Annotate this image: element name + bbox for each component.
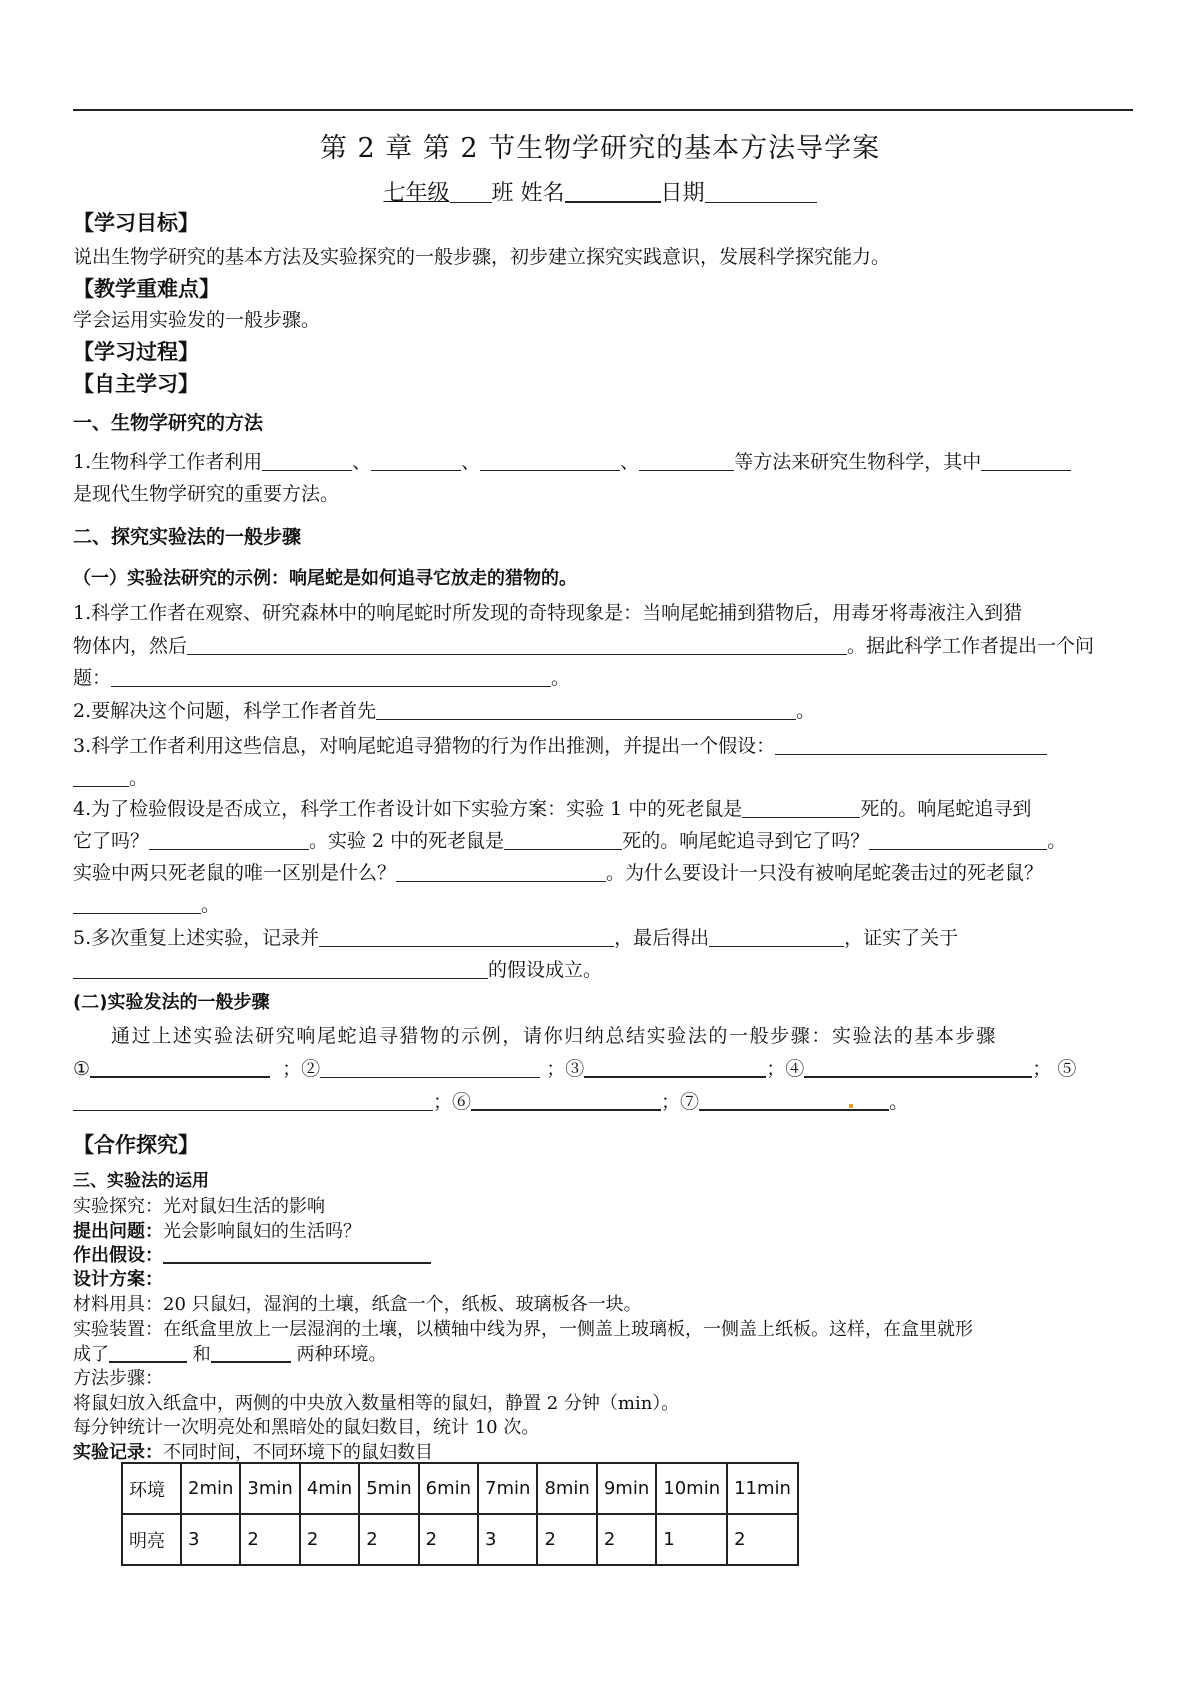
table-cell: 3 bbox=[181, 1514, 240, 1565]
exp-question-text: 光会影响鼠妇的生活吗？ bbox=[163, 1221, 361, 1242]
q5-line2 bbox=[73, 954, 1133, 986]
table-cell: 2 bbox=[240, 1514, 299, 1565]
s1-blank-1[interactable] bbox=[262, 450, 352, 471]
key-text: 学会运用实验发的一般步骤。 bbox=[73, 309, 321, 331]
grade-label: 七年级 bbox=[383, 181, 450, 206]
s2-sub1-heading: （一）实验法研究的示例：响尾蛇是如何追寻它放走的猎物的。 bbox=[73, 568, 577, 589]
s1-q1-text-c: 是现代生物学研究的重要方法。 bbox=[73, 483, 340, 505]
q5-text-c: ，证实了关于 bbox=[844, 927, 959, 949]
s1-q1-text-a: 1.生物科学工作者利用 bbox=[73, 451, 263, 473]
period: 。 bbox=[201, 894, 221, 916]
s2-sub2-heading: (二)实验发法的一般步骤 bbox=[73, 992, 270, 1013]
table-cell: 2 bbox=[300, 1514, 359, 1565]
exp-setup: 实验装置：在纸盒里放上一层湿润的土壤，以横轴中线为界，一侧盖上玻璃板，一侧盖上纸板。这样，在盒里就形 bbox=[73, 1319, 973, 1340]
exp-question-label: 提出问题： bbox=[73, 1221, 163, 1242]
q1-line1: 1.科学工作者在观察、研究森林中的响尾蛇时所发现的奇特现象是：当响尾蛇捕到猎物后，用毒牙将毒液注入到猎 bbox=[73, 602, 1023, 624]
q2-blank[interactable] bbox=[376, 699, 796, 720]
period: 。 bbox=[129, 767, 149, 789]
sep: ； bbox=[546, 1058, 566, 1080]
env-blank-1[interactable] bbox=[109, 1343, 187, 1363]
step3-blank[interactable] bbox=[584, 1056, 766, 1078]
exp-hypothesis bbox=[73, 1243, 1133, 1268]
table-header-cell: 4min bbox=[300, 1463, 359, 1514]
record-table bbox=[121, 1462, 799, 1566]
q4-blank-5[interactable] bbox=[396, 861, 606, 882]
table-cell: 2 bbox=[597, 1514, 656, 1565]
table-cell: 1 bbox=[656, 1514, 727, 1565]
s1-blank-2[interactable] bbox=[371, 450, 461, 471]
period: 。 bbox=[796, 700, 816, 722]
q3-blank-2[interactable] bbox=[73, 766, 129, 787]
exp-method-label: 方法步骤： bbox=[73, 1368, 163, 1389]
q4-blank-1[interactable] bbox=[742, 797, 860, 818]
table-header-cell: 5min bbox=[359, 1463, 418, 1514]
page-title: 第 2 章 第 2 节生物学研究的基本方法导学案 bbox=[319, 133, 881, 164]
q1-text-d: 题： bbox=[73, 667, 112, 689]
q4-line1 bbox=[73, 793, 1133, 825]
coop-heading: 【合作探究】 bbox=[73, 1133, 199, 1157]
mark-dot bbox=[849, 1104, 853, 1108]
q5-text-a: 5.多次重复上述实验，记录并 bbox=[73, 927, 320, 949]
q3-line2 bbox=[73, 762, 1133, 794]
s1-blank-5[interactable] bbox=[981, 450, 1071, 471]
q4-text-d: 。实验 2 中的死老鼠是 bbox=[309, 830, 505, 852]
step1-marker: ① bbox=[73, 1058, 91, 1080]
goal-text: 说出生物学研究的基本方法及实验探究的一般步骤，初步建立探究实践意识，发展科学探究能力。 bbox=[73, 246, 891, 268]
steps-intro: 通过上述实验法研究响尾蛇追寻猎物的示例，请你归纳总结实验法的一般步骤：实验法的基本步骤 bbox=[111, 1025, 997, 1047]
table-header-cell: 9min bbox=[597, 1463, 656, 1514]
exp-method-1: 将鼠妇放入纸盒中，两侧的中央放入数量相等的鼠妇，静置 2 分钟（min）。 bbox=[73, 1393, 680, 1414]
q4-blank-2[interactable] bbox=[149, 829, 309, 850]
q5-line1 bbox=[73, 922, 1133, 954]
q4-blank-4[interactable] bbox=[869, 829, 1047, 850]
step7-blank[interactable] bbox=[699, 1089, 889, 1111]
exp-text-a: 成了 bbox=[73, 1344, 109, 1365]
process-heading: 【学习过程】 bbox=[73, 340, 199, 364]
q2-text: 2.要解决这个问题，科学工作者首先 bbox=[73, 700, 377, 722]
q4-text-c: 它了吗？ bbox=[73, 830, 150, 852]
hypothesis-blank[interactable] bbox=[163, 1244, 431, 1264]
goal-heading: 【学习目标】 bbox=[73, 211, 199, 235]
step1-blank[interactable] bbox=[90, 1056, 270, 1078]
exp-design-label: 设计方案： bbox=[73, 1269, 163, 1290]
steps-line1 bbox=[73, 1053, 1133, 1085]
period: 。 bbox=[1047, 830, 1067, 852]
table-row bbox=[122, 1514, 798, 1565]
q4-line4 bbox=[73, 889, 1133, 921]
step6-marker: ⑥ bbox=[452, 1091, 472, 1113]
table-cell: 3 bbox=[478, 1514, 537, 1565]
exp-record-label: 实验记录： bbox=[73, 1442, 163, 1463]
step5-marker: ⑤ bbox=[1057, 1058, 1077, 1080]
q1-line3 bbox=[73, 662, 1133, 694]
q3-line1 bbox=[73, 730, 1133, 762]
s1-blank-4[interactable] bbox=[639, 450, 734, 471]
q4-line3 bbox=[73, 857, 1133, 889]
q1-text-c: 。据此科学工作者提出一个问 bbox=[847, 635, 1095, 657]
q4-text-f: 实验中两只死老鼠的唯一区别是什么？ bbox=[73, 862, 397, 884]
q1-text-b: 物体内，然后 bbox=[73, 635, 188, 657]
section2-heading: 二、探究实验法的一般步骤 bbox=[73, 526, 302, 548]
exp-hypothesis-label: 作出假设： bbox=[73, 1245, 163, 1266]
sep: ； bbox=[661, 1091, 681, 1113]
table-header-cell: 11min bbox=[727, 1463, 798, 1514]
period: 。 bbox=[551, 667, 571, 689]
step3-marker: ③ bbox=[565, 1058, 585, 1080]
q2-line bbox=[73, 695, 1133, 727]
q5-blank-2[interactable] bbox=[709, 926, 844, 947]
table-header-cell: 8min bbox=[537, 1463, 596, 1514]
period: 。 bbox=[889, 1091, 909, 1113]
table-header-cell: 3min bbox=[240, 1463, 299, 1514]
table-header-cell: 2min bbox=[181, 1463, 240, 1514]
q5-text-b: ，最后得出 bbox=[614, 927, 710, 949]
table-cell: 明亮 bbox=[122, 1514, 181, 1565]
q3-text: 3.科学工作者利用这些信息，对响尾蛇追寻猎物的行为作出推测，并提出一个假设： bbox=[73, 735, 776, 757]
q4-text-b: 死的。响尾蛇追寻到 bbox=[860, 798, 1032, 820]
table-header-cell: 7min bbox=[478, 1463, 537, 1514]
date-label: 日期 bbox=[660, 181, 705, 206]
s1-q1-text-b: 等方法来研究生物科学，其中 bbox=[734, 451, 982, 473]
exp-text-b: 和 bbox=[187, 1344, 211, 1365]
q5-blank-3[interactable] bbox=[73, 958, 488, 979]
step4-marker: ④ bbox=[785, 1058, 805, 1080]
step6-blank[interactable] bbox=[471, 1089, 661, 1111]
date-blank[interactable] bbox=[705, 182, 817, 203]
sep: ； bbox=[433, 1091, 453, 1113]
table-cell: 2 bbox=[359, 1514, 418, 1565]
q4-blank-6[interactable] bbox=[73, 893, 201, 914]
q1-line2 bbox=[73, 630, 1133, 662]
q4-text-g: 。为什么要设计一只没有被响尾蛇袭击过的死老鼠？ bbox=[606, 862, 1044, 884]
sep: ； bbox=[282, 1058, 302, 1080]
exp-record-text: 不同时间，不同环境下的鼠妇数目 bbox=[163, 1442, 433, 1463]
top-rule bbox=[73, 109, 1133, 111]
table-header-row bbox=[122, 1463, 798, 1514]
step2-blank[interactable] bbox=[320, 1057, 540, 1078]
q4-text-e: 死的。响尾蛇追寻到它了吗？ bbox=[622, 830, 870, 852]
q5-text-d: 的假设成立。 bbox=[488, 959, 603, 981]
table-header-cell: 10min bbox=[656, 1463, 727, 1514]
exp-method-2: 每分钟统计一次明亮处和黑暗处的鼠妇数目，统计 10 次。 bbox=[73, 1417, 540, 1438]
table-cell: 2 bbox=[537, 1514, 596, 1565]
sep: 、 bbox=[461, 451, 481, 473]
s1-question1 bbox=[73, 446, 1133, 478]
step5-blank[interactable] bbox=[73, 1090, 433, 1111]
class-blank[interactable] bbox=[450, 182, 492, 203]
step2-marker: ② bbox=[301, 1058, 321, 1080]
table-cell: 2 bbox=[727, 1514, 798, 1565]
s1-blank-3[interactable] bbox=[480, 450, 620, 471]
step7-marker: ⑦ bbox=[680, 1091, 700, 1113]
q1-blank-2[interactable] bbox=[111, 666, 551, 687]
section3-heading: 三、实验法的运用 bbox=[73, 1171, 209, 1191]
table-header-cell: 环境 bbox=[122, 1463, 181, 1514]
section1-heading: 一、生物学研究的方法 bbox=[73, 412, 264, 434]
env-blank-2[interactable] bbox=[211, 1343, 291, 1363]
class-name-label: 班 姓名 bbox=[491, 181, 565, 206]
sep: 、 bbox=[620, 451, 640, 473]
student-info-line bbox=[0, 176, 1200, 207]
q4-text-a: 4.为了检验假设是否成立，科学工作者设计如下实验方案：实验 1 中的死老鼠是 bbox=[73, 798, 743, 820]
sep: ； bbox=[1032, 1058, 1052, 1080]
q3-blank-1[interactable] bbox=[775, 734, 1047, 755]
step4-blank[interactable] bbox=[804, 1056, 1032, 1078]
self-study-heading: 【自主学习】 bbox=[73, 372, 199, 396]
exp-topic: 实验探究：光对鼠妇生活的影响 bbox=[73, 1196, 325, 1217]
sep: ； bbox=[766, 1058, 786, 1080]
q1-blank-1[interactable] bbox=[187, 634, 847, 655]
q4-line2 bbox=[73, 825, 1133, 857]
sep: 、 bbox=[352, 451, 372, 473]
table-header-cell: 6min bbox=[419, 1463, 478, 1514]
q5-blank-1[interactable] bbox=[319, 926, 614, 947]
exp-materials: 材料用具：20 只鼠妇，湿润的土壤，纸盒一个，纸板、玻璃板各一块。 bbox=[73, 1294, 642, 1315]
name-blank[interactable] bbox=[565, 181, 661, 203]
table-cell: 2 bbox=[419, 1514, 478, 1565]
key-heading: 【教学重难点】 bbox=[73, 277, 220, 301]
exp-question bbox=[73, 1219, 1133, 1244]
exp-setup-2 bbox=[73, 1342, 1133, 1367]
q4-blank-3[interactable] bbox=[504, 829, 622, 850]
exp-text-c: 两种环境。 bbox=[290, 1344, 387, 1365]
steps-line2 bbox=[73, 1086, 1133, 1118]
